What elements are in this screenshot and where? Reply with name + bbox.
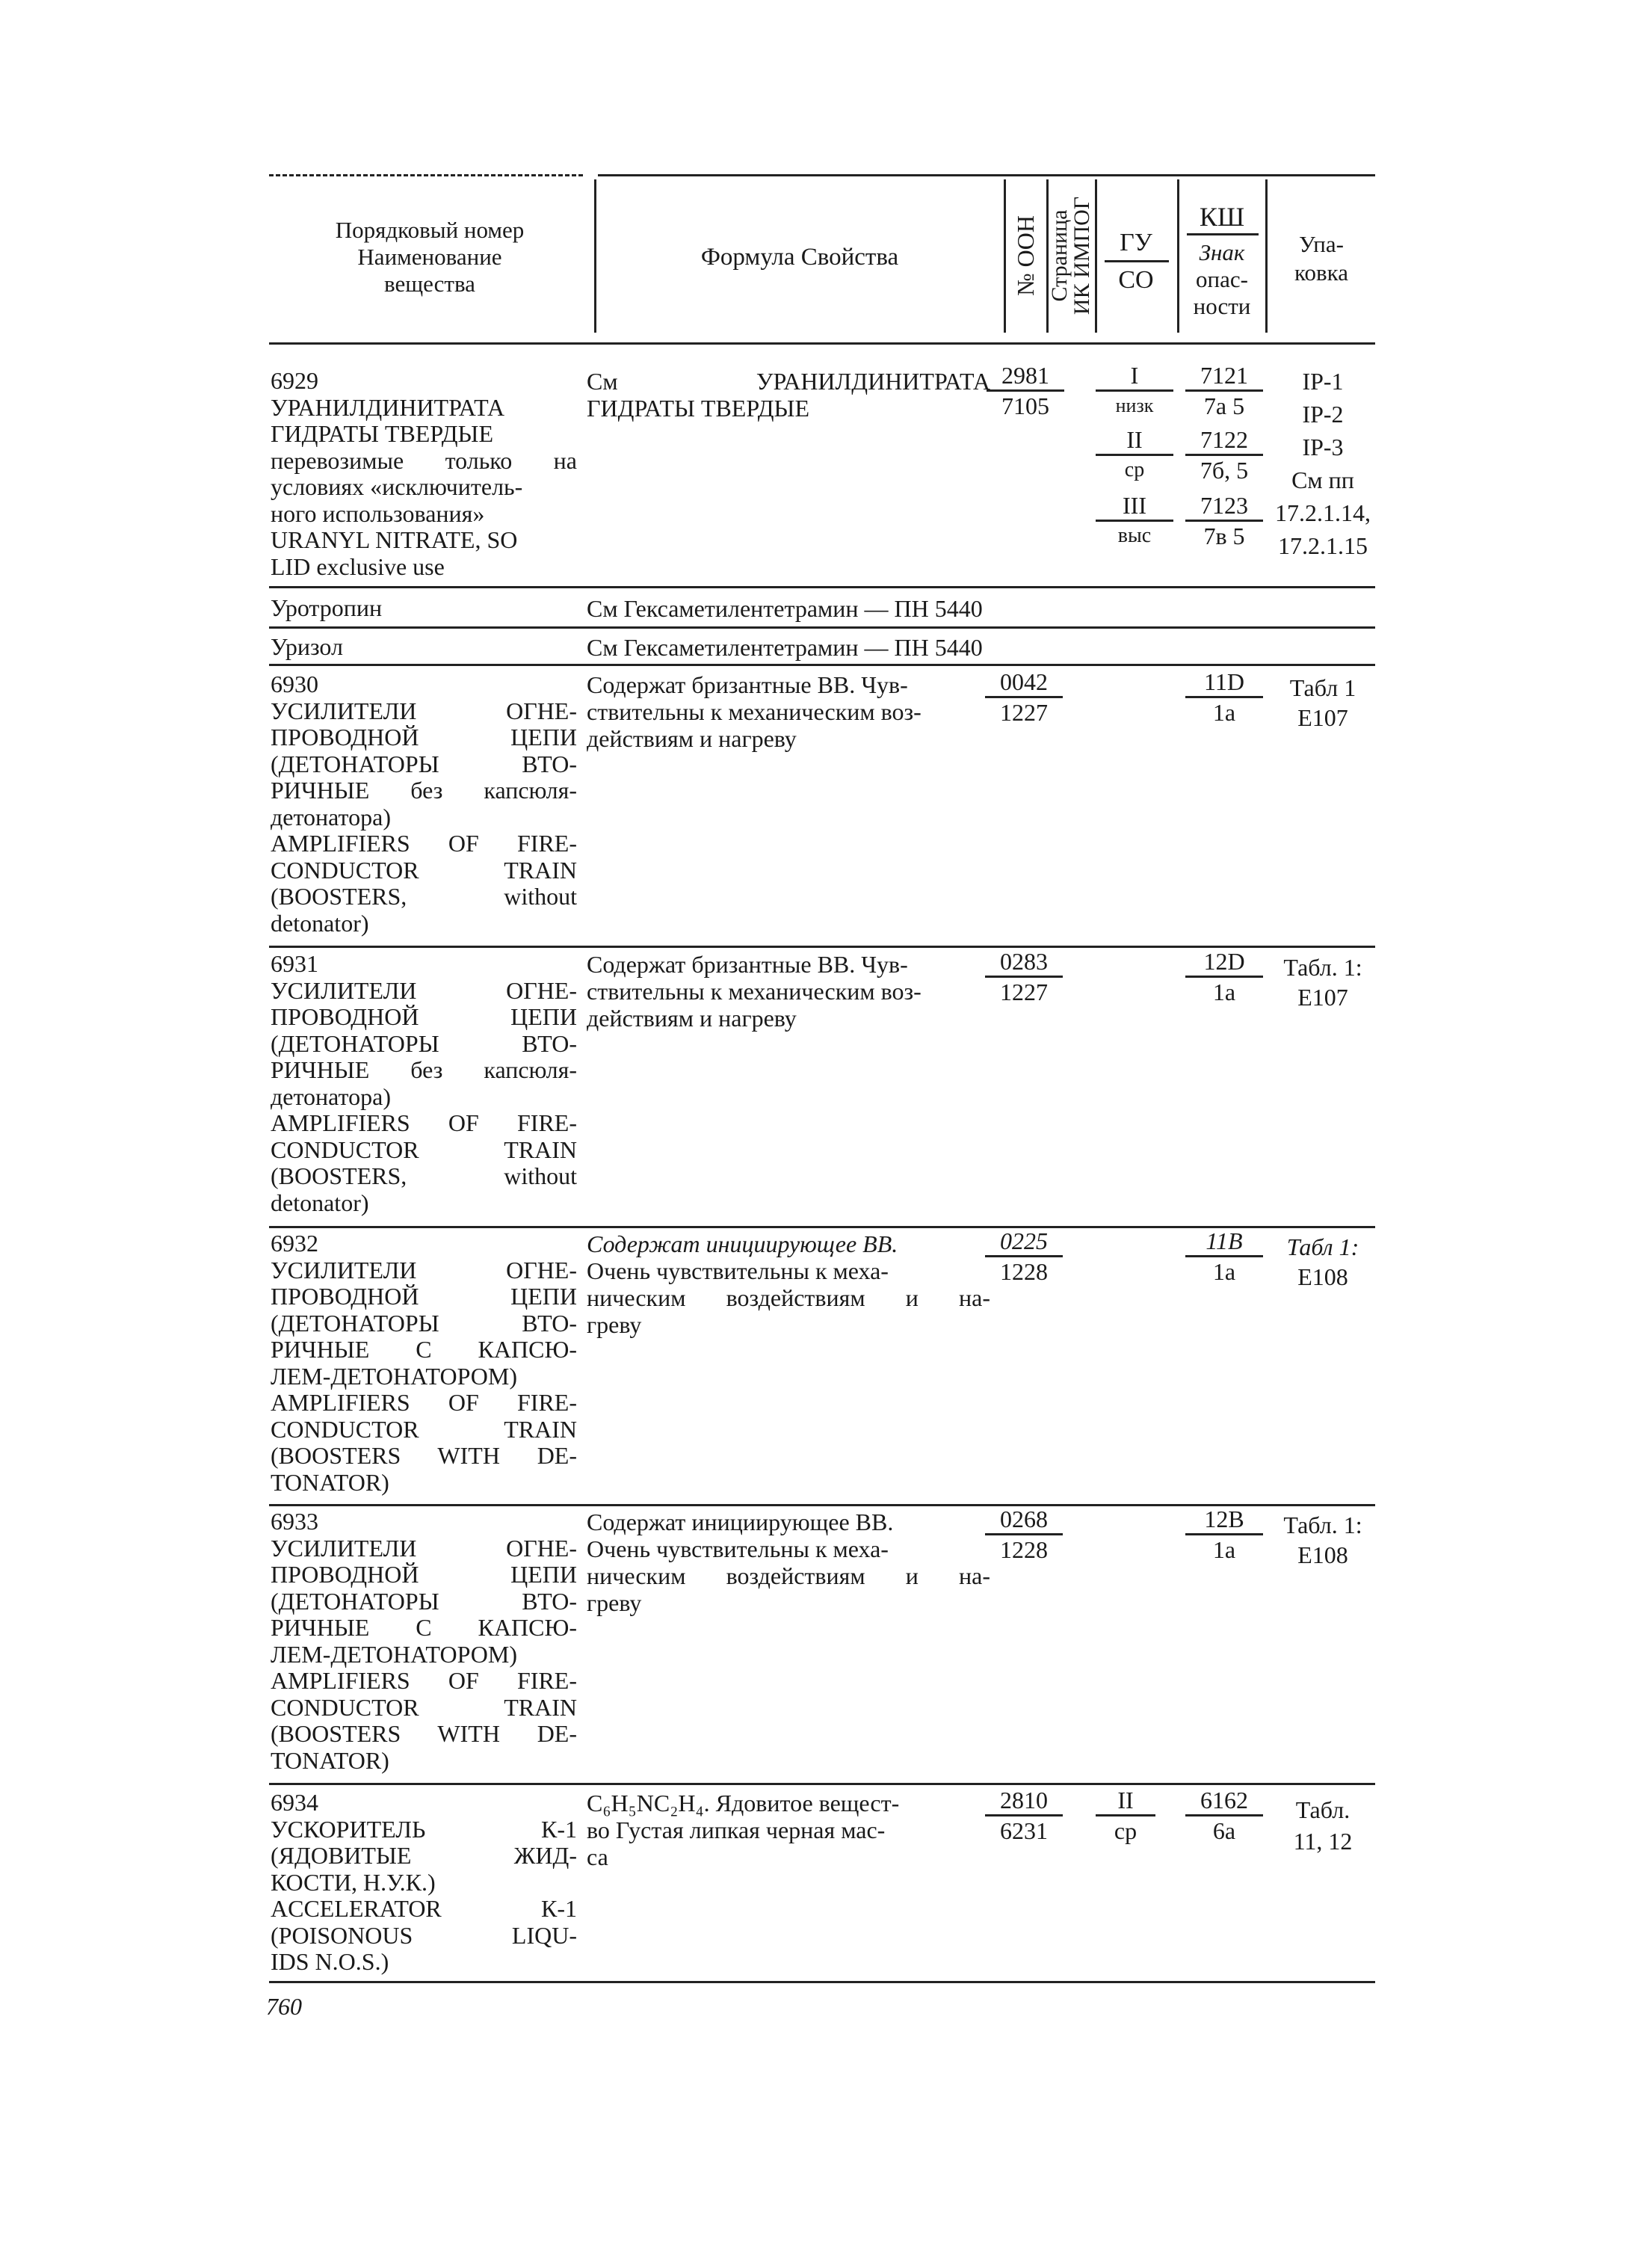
un-number: 2810 (985, 1788, 1063, 1816)
un-number: 0268 (985, 1507, 1063, 1535)
name-line: 6934 (271, 1789, 318, 1816)
row-divider (269, 626, 1375, 629)
props-line: ническим воздействиям и на- (587, 1284, 990, 1311)
props-line: греву (587, 1311, 642, 1338)
header-col6-line: ности (1193, 293, 1251, 319)
row-6930-props (587, 671, 990, 752)
name-line: КОСТИ, Н.У.К.) (271, 1868, 436, 1896)
hazard-sign: 7б, 5 (1200, 457, 1249, 484)
row-6933-pack (1271, 1510, 1375, 1570)
header-col2: Формула Свойства (700, 244, 899, 271)
name-line: 6930 (271, 671, 318, 697)
hazard-sign: 7в 5 (1203, 523, 1245, 549)
name-line: detonator) (271, 1189, 369, 1216)
pack-line: Табл 1 (1289, 674, 1356, 701)
header-col6-line: Знак (1199, 239, 1245, 265)
props-line: во Густая липкая черная мас- (587, 1816, 886, 1843)
row-6933-ksh (1185, 1507, 1263, 1562)
props-line: См Гексаметилентетрамин — ПН 5440 (587, 634, 983, 661)
name-line: 6932 (271, 1230, 318, 1257)
name-line: ACCELERATOR К-1 (271, 1895, 577, 1922)
props-line: действиям и нагреву (587, 1005, 797, 1032)
row-6932-un-page (985, 1229, 1063, 1284)
header-col6-line: опас- (1196, 266, 1248, 292)
props-line: Содержат инициирующее ВВ. (587, 1509, 894, 1535)
name-line: (BOOSTERS WITH DE- (271, 1720, 577, 1747)
row-urizol-name (271, 634, 577, 661)
ik-page: 1228 (1000, 1536, 1048, 1563)
row-6931-ksh (1185, 949, 1263, 1004)
name-line: 6929 (271, 367, 318, 394)
name-line: ПРОВОДНОЙ ЦЕПИ (271, 1283, 577, 1310)
name-line: (ЯДОВИТЫЕ ЖИД- (271, 1842, 577, 1869)
header-top-rule-left (269, 174, 583, 176)
row-6929-gu-2 (1096, 428, 1173, 482)
row-divider (269, 586, 1375, 588)
props-line: действиям и нагреву (587, 725, 797, 752)
header-top-rule (598, 174, 1375, 176)
props-line: Содержат бризантные ВВ. Чув- (587, 671, 908, 698)
header-col7 (1269, 230, 1374, 287)
row-6932-props (587, 1230, 990, 1338)
name-line: 6931 (271, 950, 318, 977)
pack-line: 17.2.1.14, (1275, 499, 1371, 526)
row-6932-name (271, 1230, 577, 1496)
name-line: РИЧНЫЕ без капсюля- (271, 777, 577, 804)
header-col7-line: ковка (1294, 259, 1348, 286)
hazard-sign: 1а (1212, 1258, 1236, 1285)
pack-line: E108 (1297, 1541, 1348, 1568)
pack-line: См пп (1291, 466, 1354, 493)
row-6934-un-page (985, 1788, 1063, 1843)
props-line: ствительны к механическим воз- (587, 978, 922, 1005)
props-line: са (587, 1843, 608, 1870)
ksh-code: 11D (1185, 670, 1263, 698)
row-urizol-props (587, 634, 983, 661)
ik-page: 6231 (1000, 1817, 1048, 1844)
gu-class: III (1096, 493, 1173, 522)
name-line: IDS N.O.S.) (271, 1948, 389, 1975)
name-line: детонатора) (271, 803, 391, 831)
pack-line: E107 (1297, 984, 1348, 1011)
row-divider (269, 1783, 1375, 1785)
props-line: ническим воздействиям и на- (587, 1562, 990, 1589)
row-6934-pack (1271, 1794, 1375, 1857)
header-divider-2 (1004, 179, 1006, 333)
props-line: ГИДРАТЫ ТВЕРДЫЕ (587, 395, 809, 422)
pack-line: Табл. (1295, 1796, 1350, 1823)
header-col1 (277, 217, 583, 298)
name-line: ПРОВОДНОЙ ЦЕПИ (271, 1561, 577, 1588)
name-line: детонатора) (271, 1082, 391, 1110)
row-6932-pack (1271, 1232, 1375, 1292)
header-divider-6 (1265, 179, 1268, 333)
row-6929-ksh-2 (1185, 428, 1263, 482)
name-line: TONATOR) (271, 1746, 389, 1774)
name-line: ного использования» (271, 499, 485, 527)
hazard-sign: 6а (1212, 1817, 1236, 1844)
header-col1-line: Наименование (357, 244, 502, 270)
name-line: УСИЛИТЕЛИ ОГНЕ- (271, 1256, 577, 1284)
row-6930-un-page (985, 670, 1063, 724)
header-col7-line: Упа- (1299, 231, 1344, 257)
pack-line: 11, 12 (1293, 1828, 1353, 1855)
row-6929-name (271, 368, 577, 580)
row-divider (269, 664, 1375, 666)
name-line: ПРОВОДНОЙ ЦЕПИ (271, 1003, 577, 1030)
name-line: LID exclusive use (271, 552, 445, 580)
un-number: 0042 (985, 670, 1063, 698)
name-line: ЛЕМ-ДЕТОНАТОРОМ) (271, 1362, 518, 1390)
props-line: См Гексаметилентетрамин — ПН 5440 (587, 595, 983, 622)
row-6931-un-page (985, 949, 1063, 1004)
props-line: C₆H₅NC₂H₄. Ядовитое вещест- (587, 1790, 900, 1816)
header-col3: № ООН (1012, 215, 1039, 296)
un-number: 0225 (985, 1229, 1063, 1257)
header-col5-bottom: СО (1118, 266, 1154, 294)
props-line: Содержат инициирующее ВВ. (587, 1230, 898, 1257)
gu-class: II (1096, 1788, 1155, 1816)
ksh-code: 7123 (1185, 493, 1263, 522)
ksh-code: 7121 (1185, 363, 1263, 392)
ik-page: 1227 (1000, 979, 1048, 1005)
page-number: 760 (266, 1993, 302, 2020)
name-line: УСИЛИТЕЛИ ОГНЕ- (271, 976, 577, 1004)
header-divider-4 (1095, 179, 1097, 333)
pack-line: IP-3 (1302, 434, 1344, 460)
props-line: Очень чувствительны к меха- (587, 1257, 889, 1284)
ksh-code: 12B (1185, 1507, 1263, 1535)
hazard-sign: 1а (1212, 699, 1236, 726)
name-line: (BOOSTERS, without (271, 883, 577, 910)
ksh-code: 12D (1185, 949, 1263, 978)
name-line: (ДЕТОНАТОРЫ ВТО- (271, 1029, 577, 1057)
name-line: (ДЕТОНАТОРЫ ВТО- (271, 1587, 577, 1615)
header-col6-bottom (1181, 239, 1263, 320)
name-line: CONDUCTOR TRAIN (271, 1693, 577, 1721)
name-line: URANYL NITRATE, SO (271, 526, 518, 553)
row-6930-ksh (1185, 670, 1263, 724)
row-6931-props (587, 951, 990, 1032)
name-line: TONATOR) (271, 1468, 389, 1496)
header-col4-line: ИК ИМПОГ (1069, 196, 1094, 315)
row-6933-name (271, 1509, 577, 1774)
header-bottom-rule (269, 342, 1375, 345)
pack-line: Табл. 1: (1283, 1512, 1362, 1538)
props-line: Содержат бризантные ВВ. Чув- (587, 951, 908, 978)
props-line: См УРАНИЛДИНИТРАТА (587, 368, 990, 395)
gu-level: ср (1124, 458, 1145, 481)
name-line: условиях «исключитель- (271, 473, 523, 500)
row-6929-gu-3 (1096, 493, 1173, 548)
ksh-code: 6162 (1185, 1788, 1263, 1816)
row-6929-un-page (987, 363, 1064, 418)
hazard-sign: 1а (1212, 979, 1236, 1005)
header-col1-line: Порядковый номер (335, 217, 525, 243)
header-divider-5 (1177, 179, 1179, 333)
row-6930-pack (1271, 673, 1375, 733)
row-urotropin-props (587, 595, 983, 622)
row-6929-pack (1271, 365, 1375, 562)
name-line: 6933 (271, 1508, 318, 1535)
hazard-sign: 1а (1212, 1536, 1236, 1563)
name-line: УРАНИЛДИНИТРАТА (271, 393, 505, 421)
row-6934-ksh (1185, 1788, 1263, 1843)
ik-page: 1227 (1000, 699, 1048, 726)
pack-line: IP-1 (1302, 368, 1344, 395)
name-line: Уризол (271, 633, 343, 660)
ik-page: 7105 (1001, 392, 1049, 419)
pack-line: Табл 1: (1286, 1233, 1359, 1260)
name-line: AMPLIFIERS OF FIRE- (271, 1109, 577, 1136)
name-line: CONDUCTOR TRAIN (271, 1135, 577, 1163)
table-bottom-rule (269, 1981, 1375, 1983)
header-col6-divider (1187, 233, 1259, 235)
row-6933-un-page (985, 1507, 1063, 1562)
name-line: ЛЕМ-ДЕТОНАТОРОМ) (271, 1640, 518, 1668)
row-6934-gu (1096, 1788, 1155, 1843)
gu-class: II (1096, 428, 1173, 456)
gu-level: низк (1115, 395, 1154, 416)
row-6934-name (271, 1790, 577, 1976)
row-6934-props (587, 1790, 990, 1870)
row-6929-ksh-1 (1185, 363, 1263, 418)
pack-line: IP-2 (1302, 401, 1344, 428)
header-col4-line: Страница (1047, 209, 1072, 302)
row-6929-ksh-3 (1185, 493, 1263, 548)
ksh-code: 7122 (1185, 428, 1263, 456)
row-6931-name (271, 951, 577, 1216)
props-line: греву (587, 1589, 642, 1616)
row-6929-props (587, 368, 990, 422)
gu-class: I (1096, 363, 1173, 392)
props-line: Очень чувствительны к меха- (587, 1535, 889, 1562)
ksh-code: 11B (1185, 1229, 1263, 1257)
name-line: CONDUCTOR TRAIN (271, 1415, 577, 1443)
name-line: Уротропин (271, 594, 383, 621)
name-line: AMPLIFIERS OF FIRE- (271, 830, 577, 857)
name-line: РИЧНЫЕ без капсюля- (271, 1056, 577, 1083)
name-line: РИЧНЫЕ С КАПСЮ- (271, 1614, 577, 1641)
row-6933-props (587, 1509, 990, 1616)
name-line: (ДЕТОНАТОРЫ ВТО- (271, 1309, 577, 1337)
name-line: РИЧНЫЕ С КАПСЮ- (271, 1336, 577, 1363)
row-6930-name (271, 671, 577, 937)
header-col1-line: вещества (384, 271, 475, 297)
header-col5-top: ГУ (1120, 229, 1152, 256)
props-line: ствительны к механическим воз- (587, 698, 922, 725)
name-line: ГИДРАТЫ ТВЕРДЫЕ (271, 420, 493, 447)
gu-level: выс (1117, 524, 1152, 547)
pack-line: 17.2.1.15 (1278, 532, 1368, 559)
header-divider-1 (594, 179, 596, 333)
pack-line: Табл. 1: (1283, 954, 1362, 981)
name-line: (BOOSTERS WITH DE- (271, 1442, 577, 1469)
un-number: 2981 (987, 363, 1064, 392)
row-urotropin-name (271, 595, 577, 622)
row-6929-gu-1 (1096, 363, 1173, 418)
name-line: CONDUCTOR TRAIN (271, 856, 577, 884)
name-line: ПРОВОДНОЙ ЦЕПИ (271, 724, 577, 751)
row-6931-pack (1271, 952, 1375, 1012)
row-6932-ksh (1185, 1229, 1263, 1284)
name-line: AMPLIFIERS OF FIRE- (271, 1667, 577, 1694)
pack-line: E107 (1297, 704, 1348, 731)
un-number: 0283 (985, 949, 1063, 978)
pack-line: E108 (1297, 1263, 1348, 1290)
name-line: УСИЛИТЕЛИ ОГНЕ- (271, 697, 577, 724)
name-line: перевозимые только на (271, 446, 577, 474)
header-col6-top: КШ (1199, 202, 1245, 232)
name-line: (POISONOUS LIQU- (271, 1921, 577, 1949)
name-line: AMPLIFIERS OF FIRE- (271, 1389, 577, 1416)
hazard-sign: 7а 5 (1203, 392, 1245, 419)
name-line: УСИЛИТЕЛИ ОГНЕ- (271, 1534, 577, 1562)
name-line: detonator) (271, 909, 369, 937)
gu-level: ср (1114, 1817, 1137, 1844)
ik-page: 1228 (1000, 1258, 1048, 1285)
header-col5-divider (1105, 260, 1169, 262)
name-line: (BOOSTERS, without (271, 1162, 577, 1189)
name-line: УСКОРИТЕЛЬ К-1 (271, 1815, 577, 1843)
name-line: (ДЕТОНАТОРЫ ВТО- (271, 750, 577, 777)
